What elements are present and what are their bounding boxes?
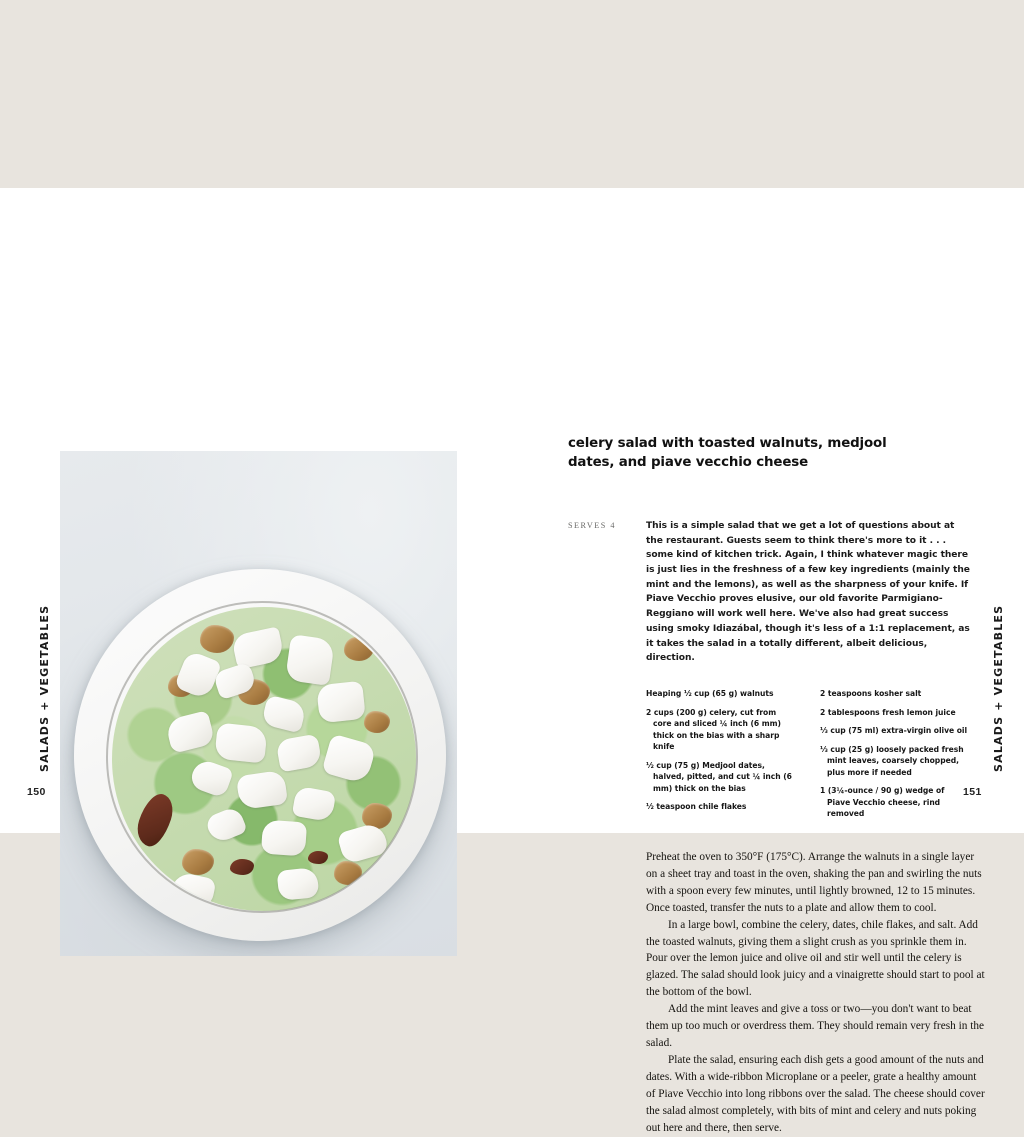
method-paragraph: Add the mint leaves and give a toss or two—you don't want to beat them up too much or overdress them. They should remain very fresh in the salad. (646, 1003, 984, 1050)
ingredient-item: 2 tablespoons fresh lemon juice (820, 707, 956, 717)
method-paragraph: In a large bowl, combine the celery, dates, chile flakes, and salt. Add the toasted walnuts, giving them a slight crush as you sprinkle them in. Pour over the lemon juice and olive oil and stir well until the celery is glazed. The salad should look juicy and a vinaigrette should start to pool at the bottom of the bowl. (646, 918, 985, 999)
ingredient-lists (646, 688, 970, 827)
recipe-title: celery salad with toasted walnuts, medjool dates, and piave vecchio cheese (568, 436, 887, 471)
intro-block (568, 519, 970, 666)
page-number-right: 151 (963, 786, 982, 798)
serves-label: SERVES 4 (568, 520, 616, 530)
ingredient-item: Heaping ½ cup (65 g) walnuts (646, 689, 774, 699)
method-paragraph: Plate the salad, ensuring each dish gets a good amount of the nuts and dates. With a wide-ribbon Microplane or a peeler, grate a healthy amount of Piave Vecchio into long ribbons over the salad. The cheese should cover the salad almost completely, with bits of mint and celery and nuts poking out here and there, then serve. (646, 1054, 985, 1134)
ingredient-column-right (820, 688, 968, 827)
ingredient-item: 2 cups (200 g) celery, cut from core and sliced ¼ inch (6 mm) thick on the bias with a sharp knife (646, 707, 781, 752)
page-number-left: 150 (27, 786, 46, 798)
ingredient-item: ⅓ cup (25 g) loosely packed fresh mint leaves, coarsely chopped, plus more if needed (820, 744, 964, 777)
recipe-photograph (60, 451, 457, 956)
bowl-inner-ring (106, 601, 418, 913)
intro-paragraph: This is a simple salad that we get a lot of questions about at the restaurant. Guests seem to think there's more to it . . . some kind of kitchen trick. Again, I think whatever magic there is just lies in the freshness of a few key ingredients (mainly the mint and the lemons), as well as the sharpness of your knife. If Piave Vecchio proves elusive, our old favorite Parmigiano-Reggiano will work well here. We've also had great success using smoky Idiazábal, though it's less of a 1:1 replacement, as it takes the salad in a totally different, albeit delicious, direction. (646, 520, 970, 664)
ingredient-item: 2 teaspoons kosher salt (820, 689, 922, 699)
ingredient-item: ½ cup (75 g) Medjool dates, halved, pitted, and cut ¼ inch (6 mm) thick on the bias (646, 760, 792, 793)
running-head-left: SALADS + VEGETABLES (38, 604, 51, 772)
ingredient-item: ⅓ cup (75 ml) extra-virgin olive oil (820, 726, 968, 736)
method-paragraph: Preheat the oven to 350°F (175°C). Arrange the walnuts in a single layer on a sheet tray and toast in the oven, shaking the pan and swirling the nuts with a spoon every few minutes, until lightly browned, 12 to 15 minutes. Once toasted, transfer the nuts to a plate and allow them to cool. (646, 850, 982, 914)
ingredient-column-left (646, 688, 794, 827)
ingredient-item: ½ teaspoon chile flakes (646, 802, 747, 812)
running-head-right: SALADS + VEGETABLES (992, 604, 1005, 772)
book-spread (0, 188, 1024, 1134)
ingredient-item: 1 (3¼-ounce / 90 g) wedge of Piave Vecchio cheese, rind removed (820, 786, 945, 819)
method-steps (646, 849, 986, 1137)
